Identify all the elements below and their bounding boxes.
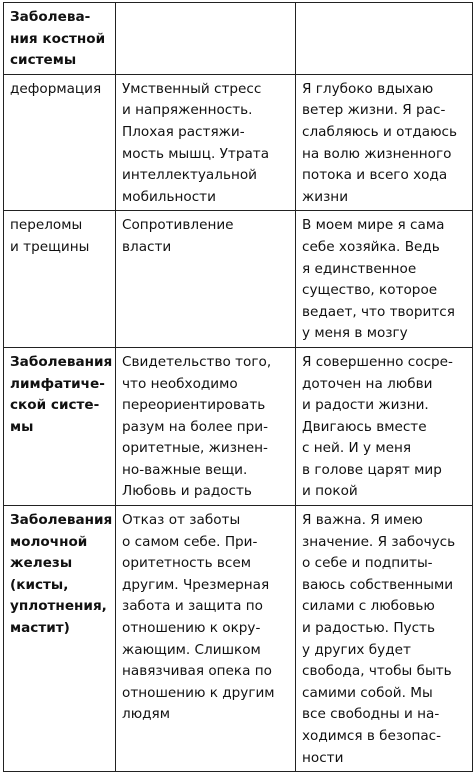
table-row: [4, 211, 473, 348]
ailments-table: [3, 2, 473, 772]
disease-name: Заболевания молочной железы (кисты, уплотнения, мастит): [10, 512, 113, 637]
affirmation-cell: [296, 347, 473, 505]
affirmation-text: В моем мире я сама себе хозяйка. Ведь я единственное существо, которое ведает, что творится у меня в мозгу: [302, 217, 455, 342]
table-row: [4, 3, 473, 75]
cause-text: Сопротивление власти: [122, 217, 234, 255]
affirmation-text: Я глубоко вдыхаю ветер жизни. Я рас- слабляюсь и отдаюсь на волю жизненного потока и всего хода жизни: [302, 80, 458, 205]
cause-cell: [116, 506, 296, 772]
disease-name: переломы и трещины: [10, 217, 90, 255]
disease-cell: [4, 211, 116, 348]
disease-cell: [4, 3, 116, 75]
affirmation-text: Я важна. Я имею значение. Я забочусь о себе и подпиты- ваюсь собственными силами с любовью и радостью. Пусть у других будет свобода, чтобы быть самими собой. Мы все свободны и на- ходимся в безопас- ности: [302, 512, 456, 766]
table-row: [4, 74, 473, 211]
cause-text: Свидетельство того, что необходимо переориентировать разум на более при- оритетные, жизнен- но-важные вещи. Любовь и радость: [122, 353, 272, 500]
disease-cell: [4, 506, 116, 772]
table-row: [4, 506, 473, 772]
affirmation-cell: [296, 74, 473, 211]
affirmation-cell: [296, 506, 473, 772]
affirmation-text: Я совершенно сосре- доточен на любви и радости жизни. Двигаюсь вместе с ней. И у меня в голове царят мир и покой: [302, 353, 453, 500]
cause-cell: [116, 347, 296, 505]
cause-cell: [116, 3, 296, 75]
affirmation-cell: [296, 211, 473, 348]
disease-cell: [4, 74, 116, 211]
cause-cell: [116, 74, 296, 211]
disease-cell: [4, 347, 116, 505]
disease-name: деформация: [10, 80, 102, 97]
disease-name: Заболевания лимфатиче- ской систе- мы: [10, 353, 113, 435]
cause-cell: [116, 211, 296, 348]
cause-text: Отказ от заботы о самом себе. При- оритетность всем другим. Чрезмерная забота и защита по отношению к окру- жающим. Слишком навязчивая опека по отношению к другим людям: [122, 512, 275, 723]
disease-name: Заболева- ния костной системы: [10, 9, 106, 69]
cause-text: Умственный стресс и напряженность. Плохая растяжи- мость мышц. Утрата интеллектуальной мобильности: [122, 80, 270, 205]
affirmation-cell: [296, 3, 473, 75]
table-row: [4, 347, 473, 505]
